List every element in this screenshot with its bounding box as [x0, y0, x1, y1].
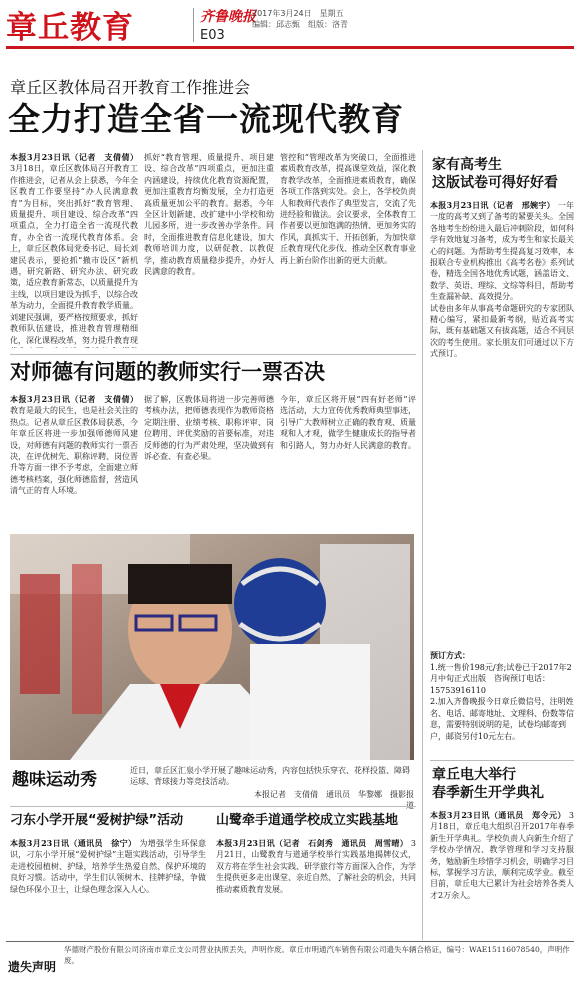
issue-meta [252, 8, 348, 30]
article4-headline: 山鹭牵手道通学校成立实践基地 [216, 813, 399, 828]
article3-headline: 刁东小学开展“爱树护绿”活动 [10, 813, 184, 828]
lead-column-3: 管控和“管理改革为突破口，全面推进素质教育改革，提高课堂效益，深化教育教学改革，全面推进素质教育，确保各项工作落到实处。会上，各学校负责人和教师代表作了典型发言，交流了先进经验和做法。会议要求，全体教育工作者要以更加饱满的热情、更加务实的作风，真抓实干、开拓创新，为加快章丘教育现代化步伐、推动全区教育事业再上新台阶作出新的更大贡献。 [280, 153, 416, 265]
article3-text: 为增强学生环保意识，刁东小学开展“爱树护绿”主题实践活动，引导学生走进校园植树、护绿，培养学生热爱自然、保护环境的良好习惯。活动中，学生们认领树木、挂牌护绿，争做绿色环保小卫士，让绿色理念深入人心。 [10, 839, 206, 894]
sidebar1-text-2: 试卷由多年从事高考命题研究的专家团队精心编写，紧扣最新考纲，贴近高考实际，既有基础题又有拔高题，适合不同层次的考生使用。家长朋友们可通过以下方式预订。 [430, 303, 574, 359]
sidebar2-headline [432, 766, 544, 802]
sidebar2-headline-line2: 春季新生开学典礼 [432, 785, 544, 801]
article3-body [10, 838, 206, 938]
photo-credit: 本报记者 支倩倩 通讯员 华黎娜 摄影报 [254, 790, 414, 799]
article3-byline: 本报3月23日讯（通讯员 徐宁） [10, 838, 137, 848]
photo-illustration [10, 534, 414, 760]
sidebar1-byline: 本报3月23日讯（记者 邢婉宇） [430, 200, 555, 210]
article4-text: 3月21日，山鹭教育与道通学校举行实践基地揭牌仪式，双方将在学生社会实践、研学旅行等方面深入合作，为学生提供更多走出课堂、亲近自然、了解社会的机会，共同推动素质教育发展。 [216, 839, 416, 894]
section-title: 章丘教育 [6, 10, 134, 46]
article4-byline: 本报3月23日讯（记者 石剑秀 通讯员 周雪晴） [216, 838, 409, 848]
lead-body-1: 3月18日，章丘区教体局召开教育工作推进会，记者从会上获悉，今年全区教育工作要坚持“办人民满意教育”为目标，突出抓好“教育管理、质量提升、项目建设、综合改革”四项重点，全力打造全省一流现代教育，办全省一流现代教育体系。会上，章丘区教体局党委书记、局长刘建民表示，要抢抓“撤市设区”新机遇，研究新路、研究办法、研究政策，适应教育新常态，以质量提升为主线，以项目建设为抓手，以综合改革为动力，全面提升教育教学质量。 [10, 164, 138, 311]
issue-date: 2017年3月24日 星期五 [252, 9, 344, 18]
order-item-1: 1.统一售价198元/套;试卷已于2017年2月中旬正式出版 咨询预订电话：15753916110 [430, 662, 572, 695]
article2-column-3: 今年，章丘区将开展“四有好老师”评选活动，大力宣传优秀教师典型事迹，引导广大教师树立正确的教育观、质量观和人才观，做学生健康成长的指导者和引路人，努力办好人民满意的教育。 [280, 395, 416, 450]
divider [430, 760, 574, 761]
newspaper-logo: 齐鲁晚报 [200, 9, 256, 25]
lead-headline: 全力打造全省一流现代教育 [8, 100, 405, 138]
lead-body-1b: 刘建民强调，要严格按照要求，抓好教师队伍建设，推进教育管理精细化，深化课程改革，努力提升教育现 [10, 312, 138, 345]
sidebar1-body [430, 200, 574, 646]
photo-caption: 近日，章丘区汇泉小学开展了趣味运动秀，内容包括快乐穿衣、花样投篮、障碍运球、背球接力等竞技活动。 [130, 766, 410, 786]
editors-line: 编辑：邱志甄 组版：洛青 [252, 20, 348, 29]
sidebar2-body [430, 810, 574, 938]
divider [10, 806, 416, 807]
page-code: E03 [200, 28, 225, 43]
order-title: 预订方式： [430, 650, 470, 660]
sidebar2-headline-line1: 章丘电大举行 [432, 767, 516, 783]
lead-kicker: 章丘区教体局召开教育工作推进会 [10, 78, 251, 97]
divider [10, 354, 416, 355]
sidebar2-text: 3月18日，章丘电大组织召开2017年春季新生开学典礼。学校负责人向新生介绍了学校办学情况、教学管理和学习支持服务，勉励新生珍惜学习机会，明确学习目标，掌握学习方法，顺利完成学业。截至目前，章丘电大已累计为社会培养各类人才2万余人。 [430, 811, 574, 900]
lead-column-2: 抓好“教育管理、质量提升、项目建设、综合改革”四项重点，更加注重内涵建设，持续优化教育资源配置，更加注重教育均衡发展，全力打造更高质量更加公平的教育。据悉，今年全区计划新建、改扩建中小学校和幼儿园多所，进一步改善办学条件。同时，全面推进教育信息化建设，加大教师培训力度，以研促教、以教促学，推动教育质量稳步提升，办好人民满意的教育。 [144, 153, 274, 277]
lost-notice-label: 遗失声明 [8, 960, 57, 974]
lost-notice-text: 华德财产股份有限公司济南市章丘支公司营业执照丢失，声明作废。章丘市明通汽车销售有限公司遗失车辆合格证，编号：WAE15116078540，声明作废。 [64, 945, 570, 965]
column-divider [422, 150, 423, 940]
sidebar1-headline-line2: 这版试卷可得好好看 [432, 175, 558, 191]
article2-column-1 [10, 394, 138, 518]
lead-byline: 本报3月23日讯（记者 支倩倩） [10, 152, 138, 162]
order-item-2: 2.加入齐鲁晚报今日章丘微信号，注明姓名、电话、邮寄地址、文理科、份数等信息，需要特别说明的是，试卷均邮寄到户，邮资另付10元左右。 [430, 697, 574, 741]
masthead-divider [193, 8, 194, 42]
order-info [430, 650, 574, 742]
photo-section-title: 趣味运动秀 [12, 770, 97, 790]
sidebar1-headline-line1: 家有高考生 [432, 157, 502, 173]
masthead [6, 2, 574, 49]
article2-byline: 本报3月23日讯（记者 支倩倩） [10, 394, 138, 404]
article4-body [216, 838, 416, 938]
sidebar2-byline: 本报3月23日讯（通讯员 郑令元） [430, 810, 566, 820]
article2-headline: 对师德有问题的教师实行一票否决 [10, 360, 325, 384]
sidebar1-headline [432, 156, 558, 192]
footer-rule [6, 941, 574, 942]
article2-body-1: 教育是最大的民生，也是社会关注的热点。记者从章丘区教体局获悉，今年章丘区将进一步加强师德师风建设，对师德有问题的教师实行一票否决，在评优树先、职称评聘、岗位晋升等方面一律不予考虑，全面建立师德考核档案，强化师德监督，营造风清气正的育人环境。 [10, 406, 138, 496]
lead-column-1 [10, 152, 138, 348]
article2-column-2: 据了解，区教体局将进一步完善师德考核办法，把师德表现作为教师资格定期注册、业绩考核、职称评审、岗位聘用、评优奖励的首要标准，对违反师德的行为严肃处理，坚决做到有诉必查、有查必果。 [144, 395, 274, 462]
news-photo [10, 534, 414, 760]
sidebar1-text: 一年一度的高考又到了备考的紧要关头。全国各地考生纷纷进入最后冲刺阶段，如何科学有效地复习备考，成为考生和家长最关心的问题。为帮助考生提高复习效率，本报联合专业机构推出《高考名卷》系列试卷，精选全国各地优秀试题，涵盖语文、数学、英语、理综、文综等科目，帮助考生查漏补缺、高效提分。 [430, 201, 574, 302]
